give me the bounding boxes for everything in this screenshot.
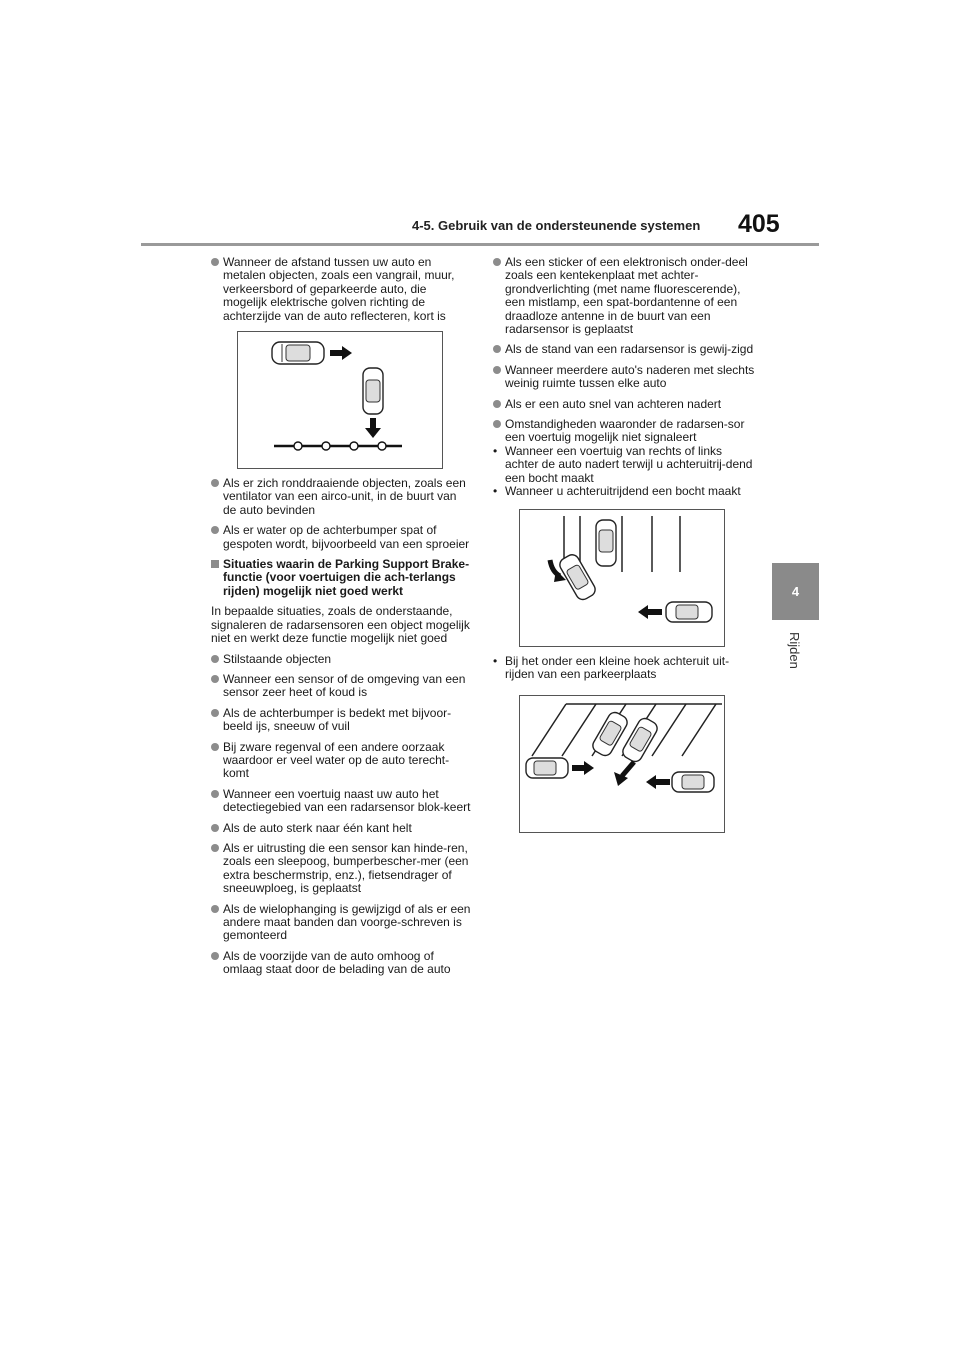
- car-icon: [363, 368, 383, 414]
- bullet-icon: [211, 844, 219, 852]
- list-item-text: Wanneer een sensor of de omgeving van een sensor zeer heet of koud is: [223, 671, 466, 700]
- car-icon: [672, 772, 714, 792]
- sub-list-item: • Bij het onder een kleine hoek achteruit uit-rijden van een parkeerplaats: [493, 655, 755, 682]
- right-column: [493, 256, 755, 841]
- bullet-icon: [211, 479, 219, 487]
- list-item: [211, 673, 473, 700]
- car-icon: [596, 520, 616, 566]
- bullet-icon: [493, 345, 501, 353]
- bullet-icon: [493, 366, 501, 374]
- bullet-icon: [493, 258, 501, 266]
- list-item: [211, 822, 473, 835]
- list-item: [211, 903, 473, 943]
- list-item: [211, 741, 473, 781]
- list-item: [493, 418, 755, 445]
- list-item-text: Stilstaande objecten: [223, 651, 332, 666]
- arrow-right-icon: [330, 346, 352, 360]
- bullet-icon: [493, 420, 501, 428]
- arrow-left-icon: [646, 775, 670, 789]
- bullet-icon: [211, 952, 219, 960]
- car-icon: [666, 602, 712, 622]
- section-heading: [211, 558, 473, 598]
- page-number: 405: [738, 210, 780, 238]
- bullet-icon: [211, 526, 219, 534]
- chapter-label: Rijden: [787, 632, 802, 669]
- chapter-tab: [772, 563, 819, 620]
- bullet-icon: [211, 743, 219, 751]
- list-item-text: Omstandigheden waaronder de radarsen-sor een voertuig mogelijk niet signaleert: [505, 417, 745, 445]
- bullet-icon: [211, 675, 219, 683]
- list-item: [211, 842, 473, 896]
- bullet-icon: [211, 709, 219, 717]
- list-item-text: Wanneer een voertuig naast uw auto het detectiegebied van een radarsensor blok-keert: [223, 786, 471, 815]
- list-item-text: Als de achterbumper is bedekt met bijvoor-beeld ijs, sneeuw of vuil: [223, 705, 452, 734]
- car-icon: [557, 552, 597, 602]
- list-item: [211, 653, 473, 666]
- list-item: [211, 950, 473, 977]
- list-item-text: Als er uitrusting die een sensor kan hinde-ren, zoals een sleepoog, bumperbescher-mer (een extra beschermstrip, enz.), fietsendrager of sneeuwploeg, is geplaatst: [223, 840, 469, 896]
- sub-list-item: • Wanneer u achteruitrijdend een bocht maakt: [493, 485, 755, 498]
- arrow-left-icon: [638, 605, 662, 619]
- list-item-text: Wanneer de afstand tussen uw auto en metalen objecten, zoals een vangrail, muur, verkeersbord of geparkeerde auto, die mogelijk elektrische golven richting de achterzijde van de auto reflecteren, kort is: [223, 255, 455, 323]
- car-icon: [526, 758, 568, 778]
- section-title: 4-5. Gebruik van de ondersteunende systemen: [412, 218, 701, 233]
- list-item-text: Als een sticker of een elektronisch onder-deel zoals een kentekenplaat met achter-grondverlichting (met name fluorescerende), een mistlamp, een spat-bordantenne of een draadloze antenne in de buurt van een radarsensor is geplaatst: [505, 255, 748, 337]
- list-item-text: Als de auto sterk naar één kant helt: [223, 820, 412, 835]
- chapter-number: 4: [791, 584, 800, 599]
- list-item-text: Bij zware regenval of een andere oorzaak waardoor er veel water op de auto terecht-komt: [223, 739, 450, 781]
- section-heading-text: Situaties waarin de Parking Support Brake-functie (voor voertuigen die ach-terlangs rijden) mogelijk niet goed werkt: [223, 557, 470, 598]
- guardrail-icon: [274, 442, 402, 450]
- list-item: [493, 256, 755, 336]
- arrow-diagonal-icon: [614, 762, 634, 786]
- list-item-text: Als er een auto snel van achteren nadert: [505, 396, 722, 411]
- list-item-text: Als de wielophanging is gewijzigd of als er een andere maat banden dan voorge-schreven is gemonteerd: [223, 901, 471, 943]
- illustration-metal-objects: [237, 331, 443, 469]
- list-item-text: Als de voorzijde van de auto omhoog of omlaag staat door de belading van de auto: [223, 948, 451, 977]
- header-divider: [141, 243, 819, 246]
- left-column: [211, 256, 473, 984]
- bullet-icon: [211, 258, 219, 266]
- illustration-reverse-turn: [519, 509, 725, 647]
- car-icon: [272, 342, 324, 364]
- list-item-text: Als er water op de achterbumper spat of gespoten wordt, bijvoorbeeld van een sproeier: [223, 523, 470, 551]
- arrow-right-icon: [572, 761, 594, 775]
- sub-list-item: • Wanneer een voertuig van rechts of links achter de auto nadert terwijl u achteruitrij-dend een bocht maakt: [493, 445, 755, 485]
- list-item: [211, 788, 473, 815]
- list-item: [211, 477, 473, 517]
- list-item: [493, 398, 755, 411]
- list-item: [211, 524, 473, 551]
- list-item-text: Als er zich ronddraaiende objecten, zoals een ventilator van een airco-unit, in de buurt van de auto bevinden: [223, 476, 466, 517]
- arrow-down-icon: [365, 418, 381, 438]
- bullet-icon: [211, 824, 219, 832]
- square-bullet-icon: [211, 560, 219, 568]
- bullet-icon: [211, 655, 219, 663]
- bullet-icon: [211, 905, 219, 913]
- illustration-angled-parking: [519, 695, 725, 833]
- section-intro: In bepaalde situaties, zoals de onderstaande, signaleren de radarsensoren een object mogelijk niet en werkt deze functie mogelijk niet goed: [211, 604, 470, 646]
- list-item-text: Wanneer meerdere auto's naderen met slechts weinig ruimte tussen elke auto: [505, 362, 755, 391]
- bullet-icon: [211, 790, 219, 798]
- bullet-icon: [493, 400, 501, 408]
- list-item: [493, 343, 755, 356]
- list-item-text: Als de stand van een radarsensor is gewij-zigd: [505, 342, 754, 357]
- list-item: [211, 256, 473, 323]
- list-item: [211, 707, 473, 734]
- list-item: [493, 364, 755, 391]
